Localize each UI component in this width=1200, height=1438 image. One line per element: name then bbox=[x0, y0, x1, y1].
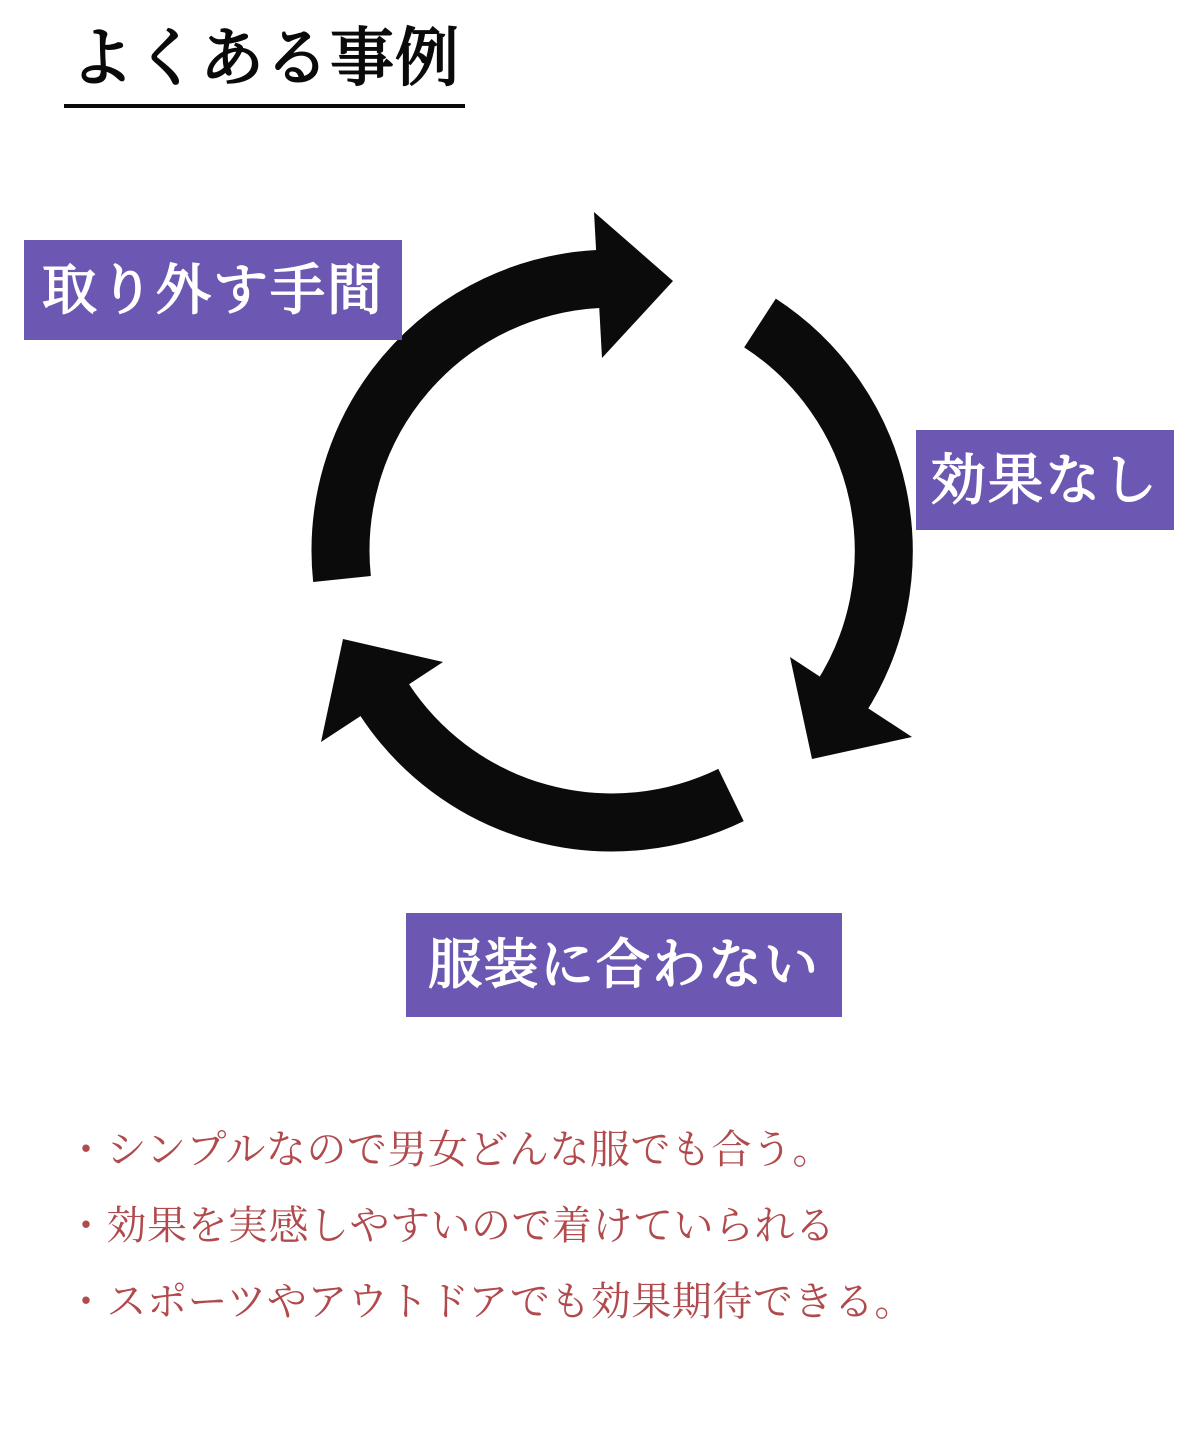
benefit-note: ・シンプルなので男女どんな服でも合う。 bbox=[66, 1128, 833, 1172]
cycle-label-removal-hassle: 取り外す手間 bbox=[24, 240, 402, 340]
cycle-arc-bottom-icon bbox=[384, 699, 731, 822]
cycle-arc-right-icon bbox=[760, 323, 884, 699]
cycle-arrowhead-top-icon bbox=[594, 212, 673, 358]
benefit-notes bbox=[66, 1112, 1166, 1340]
benefit-note: ・効果を実感しやすいので着けていられる bbox=[66, 1204, 836, 1248]
benefit-note: ・スポーツやアウトドアでも効果期待できる。 bbox=[66, 1280, 915, 1324]
page-title: よくある事例 bbox=[64, 20, 465, 108]
cycle-label-doesnt-match-clothes: 服装に合わない bbox=[406, 913, 842, 1017]
cycle-label-no-effect: 効果なし bbox=[916, 430, 1174, 530]
